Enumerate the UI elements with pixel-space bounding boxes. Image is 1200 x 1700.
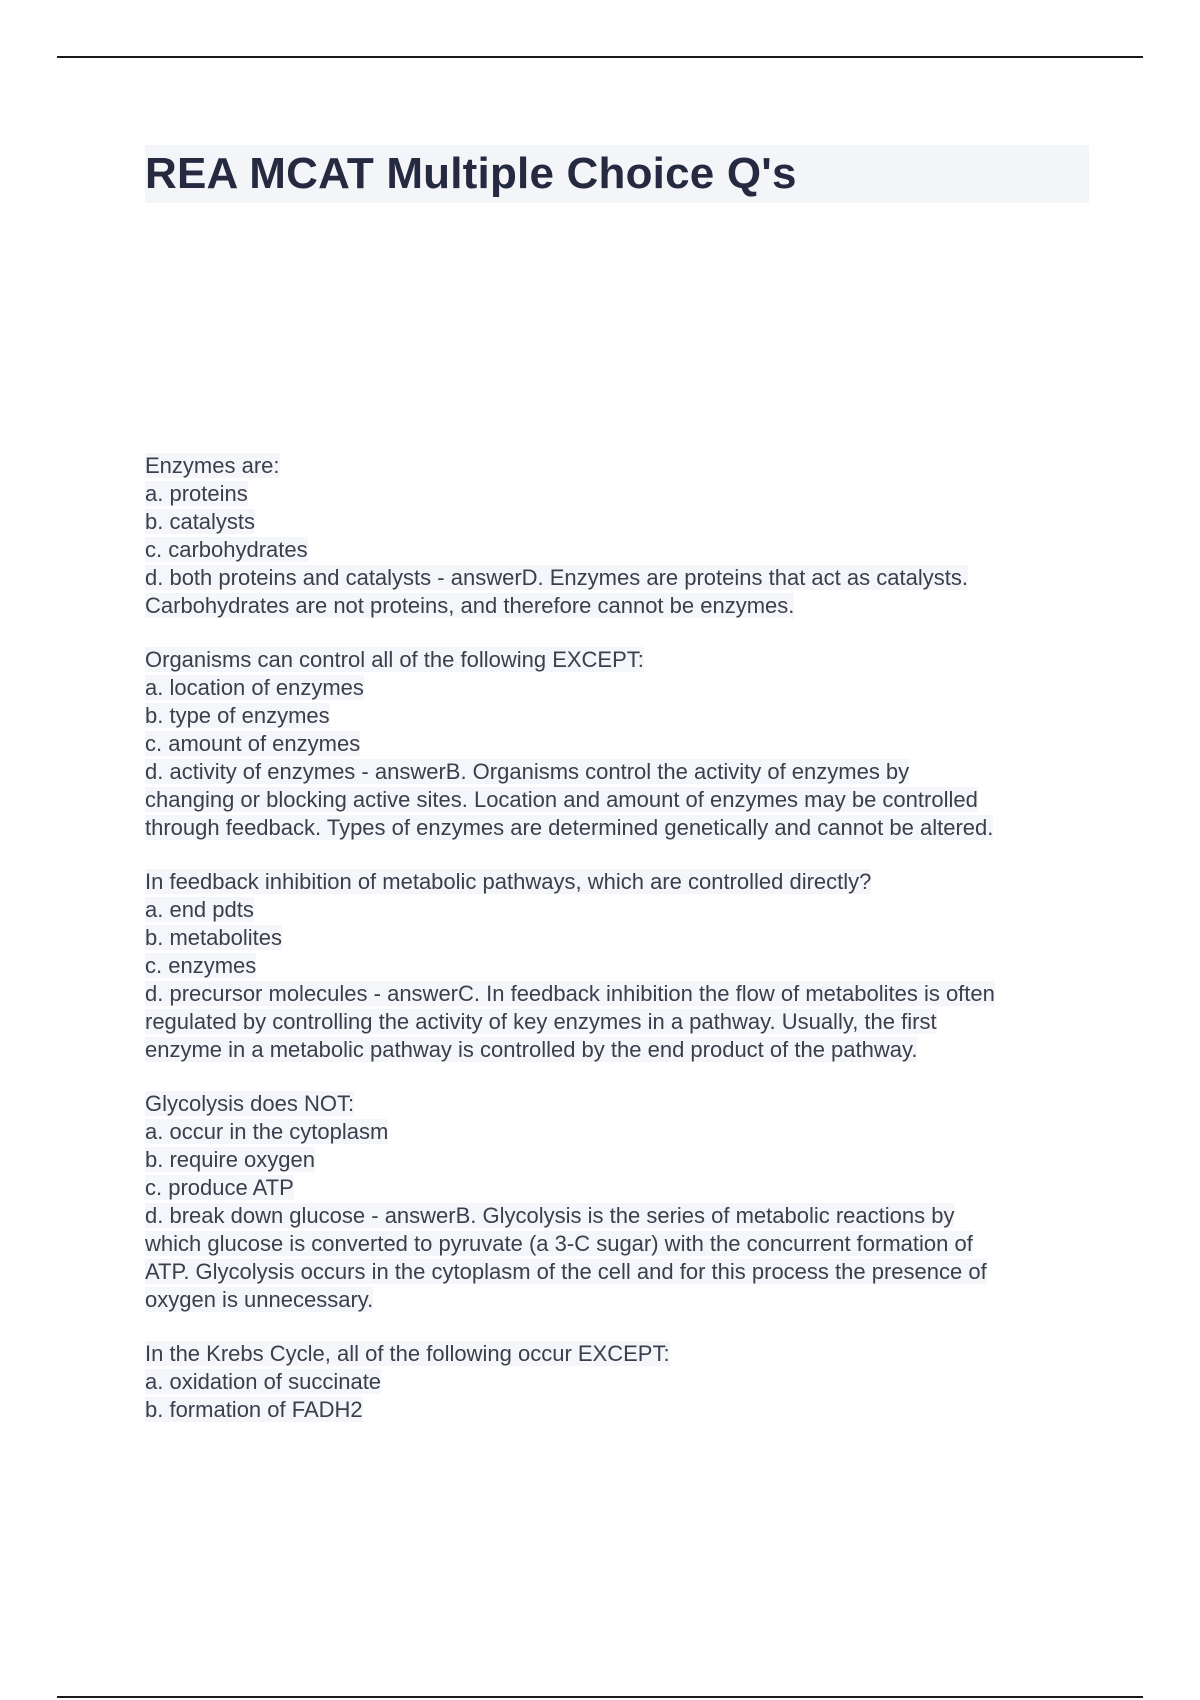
- option-line: c. amount of enzymes: [145, 731, 361, 756]
- option-line: c. carbohydrates: [145, 537, 308, 562]
- option-line: b. type of enzymes: [145, 703, 330, 728]
- question-block-4: [145, 1090, 1095, 1314]
- page-title: REA MCAT Multiple Choice Q's: [145, 149, 797, 198]
- option-line: a. end pdts: [145, 897, 254, 922]
- question-block-2: [145, 646, 1095, 842]
- answer-line: d. precursor molecules - answerC. In feedback inhibition the flow of metabolites is often: [145, 981, 995, 1006]
- bottom-divider: [57, 1696, 1143, 1698]
- answer-line: which glucose is converted to pyruvate (a 3-C sugar) with the concurrent formation of: [145, 1231, 973, 1256]
- answer-line: oxygen is unnecessary.: [145, 1287, 374, 1312]
- option-line: a. location of enzymes: [145, 675, 364, 700]
- question-line: In the Krebs Cycle, all of the following occur EXCEPT:: [145, 1341, 670, 1366]
- option-line: b. formation of FADH2: [145, 1397, 363, 1422]
- answer-line: ATP. Glycolysis occurs in the cytoplasm of the cell and for this process the presence of: [145, 1259, 987, 1284]
- question-line: In feedback inhibition of metabolic pathways, which are controlled directly?: [145, 869, 872, 894]
- option-line: c. enzymes: [145, 953, 257, 978]
- answer-line: regulated by controlling the activity of key enzymes in a pathway. Usually, the first: [145, 1009, 937, 1034]
- option-line: b. catalysts: [145, 509, 256, 534]
- answer-line: enzyme in a metabolic pathway is controlled by the end product of the pathway.: [145, 1037, 918, 1062]
- question-block-5: [145, 1340, 1095, 1424]
- question-list: [145, 452, 1095, 1450]
- question-line: Glycolysis does NOT:: [145, 1091, 355, 1116]
- question-line: Enzymes are:: [145, 453, 280, 478]
- top-divider: [57, 56, 1143, 58]
- question-line: Organisms can control all of the following EXCEPT:: [145, 647, 644, 672]
- answer-line: d. activity of enzymes - answerB. Organisms control the activity of enzymes by: [145, 759, 910, 784]
- answer-line: through feedback. Types of enzymes are determined genetically and cannot be altered.: [145, 815, 994, 840]
- question-block-1: [145, 452, 1095, 620]
- answer-line: changing or blocking active sites. Location and amount of enzymes may be controlled: [145, 787, 978, 812]
- option-line: b. require oxygen: [145, 1147, 315, 1172]
- option-line: b. metabolites: [145, 925, 282, 950]
- question-block-3: [145, 868, 1095, 1064]
- option-line: a. proteins: [145, 481, 248, 506]
- option-line: a. oxidation of succinate: [145, 1369, 382, 1394]
- option-line: c. produce ATP: [145, 1175, 294, 1200]
- answer-line: d. both proteins and catalysts - answerD. Enzymes are proteins that act as catalysts.: [145, 565, 968, 590]
- answer-line: Carbohydrates are not proteins, and therefore cannot be enzymes.: [145, 593, 795, 618]
- answer-line: d. break down glucose - answerB. Glycolysis is the series of metabolic reactions by: [145, 1203, 955, 1228]
- option-line: a. occur in the cytoplasm: [145, 1119, 389, 1144]
